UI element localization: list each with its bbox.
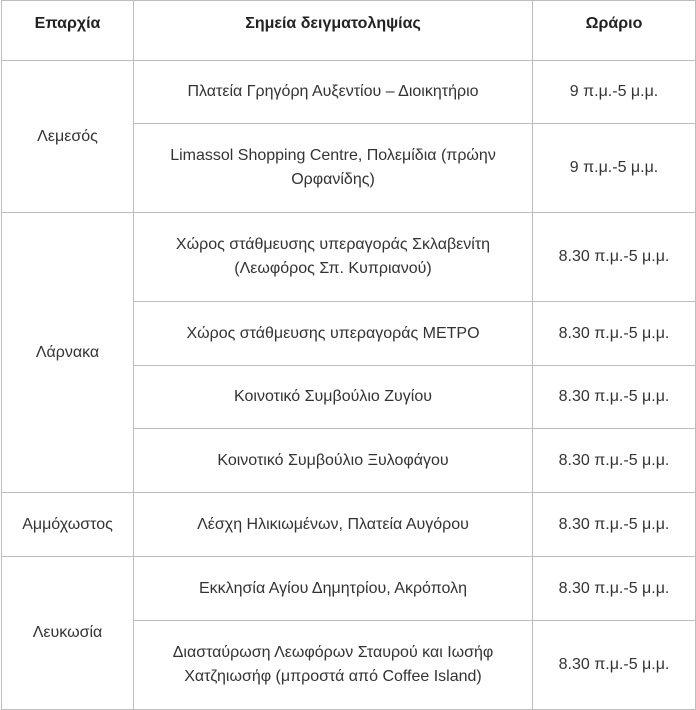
region-cell-famagusta: Αμμόχωστος [2, 493, 134, 557]
location-cell: Διασταύρωση Λεωφόρων Σταυρού και Ιωσήφ Χατζηιωσήφ (μπροστά από Coffee Island) [134, 621, 533, 710]
header-location: Σημεία δειγματοληψίας [134, 1, 533, 61]
region-cell-nicosia: Λευκωσία [2, 557, 134, 710]
location-cell: Εκκλησία Αγίου Δημητρίου, Ακρόπολη [134, 557, 533, 621]
region-cell-limassol: Λεμεσός [2, 61, 134, 213]
hours-cell: 8.30 π.μ.-5 μ.μ. [533, 493, 696, 557]
location-cell: Κοινοτικό Συμβούλιο Ξυλοφάγου [134, 429, 533, 493]
hours-cell: 8.30 π.μ.-5 μ.μ. [533, 621, 696, 710]
location-cell: Πλατεία Γρηγόρη Αυξεντίου – Διοικητήριο [134, 61, 533, 124]
table-row [2, 493, 696, 557]
location-cell: Λέσχη Ηλικιωμένων, Πλατεία Αυγόρου [134, 493, 533, 557]
sampling-points-table [1, 0, 696, 710]
table-row [2, 557, 696, 621]
header-region: Επαρχία [2, 1, 134, 61]
hours-cell: 9 π.μ.-5 μ.μ. [533, 61, 696, 124]
location-cell: Κοινοτικό Συμβούλιο Ζυγίου [134, 366, 533, 429]
hours-cell: 8.30 π.μ.-5 μ.μ. [533, 213, 696, 302]
location-cell: Χώρος στάθμευσης υπεραγοράς ΜΕΤΡΟ [134, 302, 533, 366]
table-row [2, 213, 696, 302]
table-row [2, 61, 696, 124]
table-header-row [2, 1, 696, 61]
location-cell: Limassol Shopping Centre, Πολεμίδια (πρώην Ορφανίδης) [134, 124, 533, 213]
hours-cell: 8.30 π.μ.-5 μ.μ. [533, 366, 696, 429]
header-hours: Ωράριο [533, 1, 696, 61]
location-cell: Χώρος στάθμευσης υπεραγοράς Σκλαβενίτη (Λεωφόρος Σπ. Κυπριανού) [134, 213, 533, 302]
region-cell-larnaca: Λάρνακα [2, 213, 134, 493]
hours-cell: 9 π.μ.-5 μ.μ. [533, 124, 696, 213]
hours-cell: 8.30 π.μ.-5 μ.μ. [533, 557, 696, 621]
hours-cell: 8.30 π.μ.-5 μ.μ. [533, 429, 696, 493]
hours-cell: 8.30 π.μ.-5 μ.μ. [533, 302, 696, 366]
